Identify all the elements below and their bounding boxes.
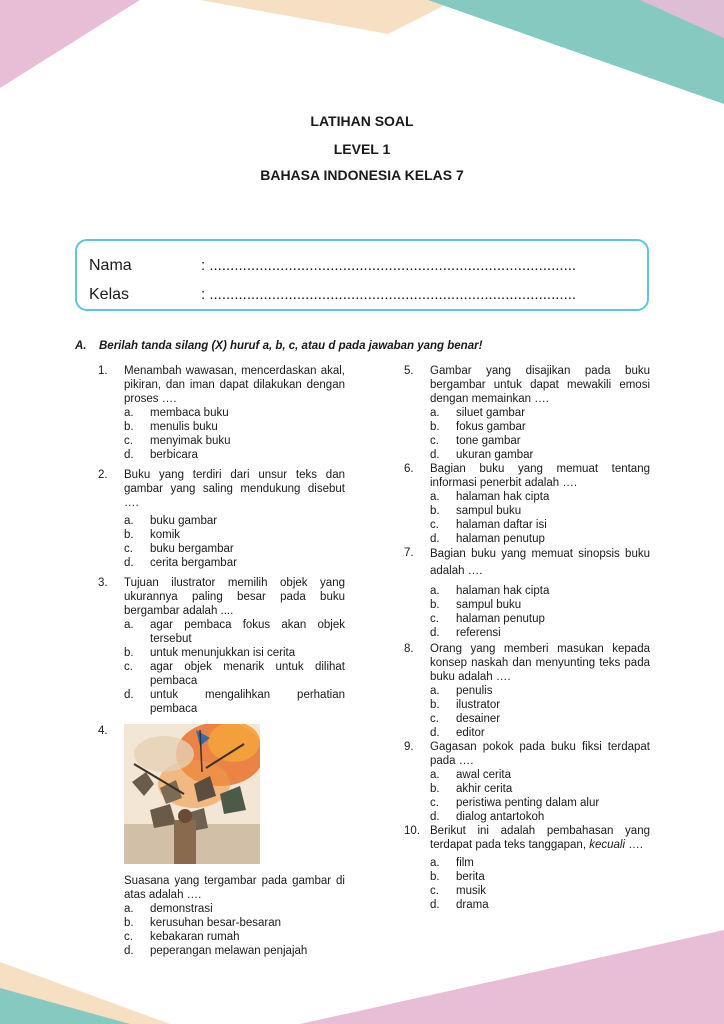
battle-illustration [124,724,260,864]
option-text: peristiwa penting dalam alur [456,797,600,809]
section-letter: A. [75,340,87,352]
option-text: agar objek menarik untuk dilihat pembaca [150,661,345,687]
question-number: 10. [404,825,420,837]
option-text: kerusuhan besar-besaran [150,917,282,929]
option-1c[interactable] [124,434,345,448]
option-letter: d. [124,689,134,701]
question-6 [404,462,650,490]
option-text: cerita bergambar [150,557,237,569]
question-text: Suasana yang tergambar pada gambar di atas adalah …. [124,875,345,901]
option-letter: b. [124,529,134,541]
question-4-options [98,902,345,958]
option-letter: b. [430,505,440,517]
bottom-right-pink-shape [300,930,724,1024]
option-text: siluet gambar [456,407,526,419]
option-6a[interactable] [430,490,650,504]
question-text: Bagian buku yang memuat sinopsis buku adalah …. [430,548,650,577]
option-1b[interactable] [124,420,345,434]
option-9a[interactable] [430,768,650,782]
option-letter: a. [124,619,134,631]
option-5b[interactable] [430,420,650,434]
section-a-instruction [75,340,482,352]
option-letter: a. [124,407,134,419]
option-letter: b. [430,599,440,611]
header-subject: BAHASA INDONESIA KELAS 7 [260,167,464,183]
option-text: tone gambar [456,435,521,447]
option-10d[interactable] [430,898,650,912]
option-3c[interactable] [124,660,345,688]
question-1-options [98,406,345,462]
option-letter: c. [430,435,439,447]
question-number: 8. [404,643,414,655]
option-text: menulis buku [150,421,218,433]
option-5a[interactable] [430,406,650,420]
option-text: ukuran gambar [456,449,534,461]
option-text: agar pembaca fokus akan objek tersebut [150,619,345,645]
option-text: awal cerita [456,769,511,781]
name-label: Nama [89,257,132,274]
option-10a[interactable] [430,856,650,870]
option-letter: c. [430,713,439,725]
option-letter: a. [430,585,440,597]
option-letter: a. [430,685,440,697]
option-letter: a. [124,903,134,915]
option-8d[interactable] [430,726,650,740]
option-text: demonstrasi [150,903,213,915]
option-letter: b. [124,917,134,929]
option-text: halaman hak cipta [456,491,550,503]
question-text [430,824,650,852]
option-6b[interactable] [430,504,650,518]
question-3 [98,576,345,618]
header-level: LEVEL 1 [333,141,391,157]
question-3-options [98,618,345,716]
option-text: penulis [456,685,493,697]
option-1a[interactable] [124,406,345,420]
question-text: Orang yang memberi masukan kepada konsep naskah dan menyunting teks pada buku adalah …. [430,643,650,683]
name-field[interactable]: : ........................................................................................ [201,257,577,274]
option-text: ilustrator [456,699,501,711]
question-number: 9. [404,741,414,753]
option-text: editor [456,727,485,739]
question-text: Tujuan ilustrator memilih objek yang ukurannya paling besar pada buku bergambar adalah .... [124,577,345,617]
option-letter: d. [124,945,134,957]
option-text: buku gambar [150,515,218,527]
option-9b[interactable] [430,782,650,796]
option-7c[interactable] [430,612,650,626]
option-2a[interactable] [124,514,345,528]
question-10-options [404,856,650,912]
question-4 [98,724,345,902]
instruction-text: Berilah tanda silang (X) huruf a, b, c, atau d pada jawaban yang benar! [99,340,483,352]
option-1d[interactable] [124,448,345,462]
question-number: 6. [404,463,414,475]
option-letter: c. [124,661,133,673]
question-6-options [404,490,650,546]
question-text: Menambah wawasan, mencerdaskan akal, pikiran, dan iman dapat dilakukan dengan proses …. [124,365,345,405]
option-letter: a. [430,407,440,419]
option-3a[interactable] [124,618,345,646]
option-5d[interactable] [430,448,650,462]
class-label: Kelas [89,286,130,303]
option-6c[interactable] [430,518,650,532]
option-5c[interactable] [430,434,650,448]
option-letter: b. [124,421,134,433]
option-text: untuk mengalihkan perhatian pembaca [150,689,345,715]
option-text: membaca buku [150,407,229,419]
option-letter: d. [430,533,440,545]
option-text: referensi [456,627,501,639]
option-text: buku bergambar [150,543,234,555]
option-letter: a. [430,857,440,869]
option-letter: b. [430,871,440,883]
question-2 [98,468,345,510]
option-text: musik [456,885,487,897]
question-9 [404,740,650,768]
option-text: berita [456,871,485,883]
option-3d[interactable] [124,688,345,716]
option-9d[interactable] [430,810,650,824]
option-text: untuk menunjukkan isi cerita [150,647,296,659]
question-text-main: Berikut ini adalah pembahasan yang terdapat pada teks tanggapan, [430,825,650,851]
option-10b[interactable] [430,870,650,884]
top-peach-shape [200,0,455,34]
option-4c[interactable] [124,930,345,944]
option-letter: d. [430,449,440,461]
question-text: Gagasan pokok pada buku fiksi terdapat pada …. [430,741,650,767]
option-2c[interactable] [124,542,345,556]
option-letter: a. [430,769,440,781]
question-text: Bagian buku yang memuat tentang informasi penerbit adalah …. [430,463,650,489]
question-2-options [98,514,345,570]
option-text: halaman hak cipta [456,585,550,597]
option-text: sampul buku [456,599,522,611]
option-letter: b. [430,783,440,795]
question-8-options [404,684,650,740]
header-title: LATIHAN SOAL [310,113,414,129]
question-7-options [404,584,650,640]
option-4b[interactable] [124,916,345,930]
question-10 [404,824,650,852]
option-8a[interactable] [430,684,650,698]
option-letter: d. [430,727,440,739]
option-4d[interactable] [124,944,345,958]
option-letter: c. [124,543,133,555]
top-left-pink-shape [0,0,140,88]
option-text: sampul buku [456,505,522,517]
option-text: kebakaran rumah [150,931,240,943]
option-6d[interactable] [430,532,650,546]
option-7b[interactable] [430,598,650,612]
option-text: halaman penutup [456,613,545,625]
option-letter: c. [124,931,133,943]
option-letter: a. [430,491,440,503]
option-letter: d. [124,557,134,569]
option-2d[interactable] [124,556,345,570]
questions-right-column [404,364,650,912]
question-5-options [404,406,650,462]
option-text: halaman penutup [456,533,545,545]
option-letter: c. [124,435,133,447]
option-letter: b. [430,421,440,433]
option-8b[interactable] [430,698,650,712]
option-7a[interactable] [430,584,650,598]
option-letter: b. [430,699,440,711]
question-number: 3. [98,577,108,589]
option-text: komik [150,529,181,541]
option-letter: c. [430,885,439,897]
question-number: 2. [98,469,108,481]
option-text: halaman daftar isi [456,519,547,531]
option-text: menyimak buku [150,435,231,447]
option-text: fokus gambar [456,421,526,433]
question-text-end: …. [625,839,643,851]
option-letter: d. [124,449,134,461]
question-5 [404,364,650,406]
option-text: drama [456,899,489,911]
question-number: 4. [98,725,108,737]
option-10c[interactable] [430,884,650,898]
question-number: 1. [98,365,108,377]
question-number: 5. [404,365,414,377]
option-letter: c. [430,519,439,531]
option-letter: b. [124,647,134,659]
option-9c[interactable] [430,796,650,810]
option-letter: a. [124,515,134,527]
option-text: desainer [456,713,501,725]
option-text: film [456,857,474,869]
questions-left-column [98,364,345,958]
question-7 [404,546,650,580]
option-text: peperangan melawan penjajah [150,945,308,957]
class-field[interactable]: : ........................................................................................ [201,286,577,303]
question-number: 7. [404,547,414,559]
option-letter: d. [430,899,440,911]
option-letter: c. [430,613,439,625]
option-7d[interactable] [430,626,650,640]
option-2b[interactable] [124,528,345,542]
option-letter: d. [430,627,440,639]
option-text: dialog antartokoh [456,811,545,823]
question-text-emphasis: kecuali [589,839,626,851]
option-4a[interactable] [124,902,345,916]
option-text: berbicara [150,449,198,461]
question-1 [98,364,345,406]
option-3b[interactable] [124,646,345,660]
question-text: Buku yang terdiri dari unsur teks dan gambar yang saling mendukung disebut …. [124,469,345,509]
option-8c[interactable] [430,712,650,726]
question-8 [404,642,650,684]
identity-box [75,239,649,311]
option-text: akhir cerita [456,783,513,795]
question-9-options [404,768,650,824]
option-letter: c. [430,797,439,809]
question-text: Gambar yang disajikan pada buku bergambar untuk dapat mewakili emosi dengan memainkan …. [430,365,650,405]
option-letter: d. [430,811,440,823]
